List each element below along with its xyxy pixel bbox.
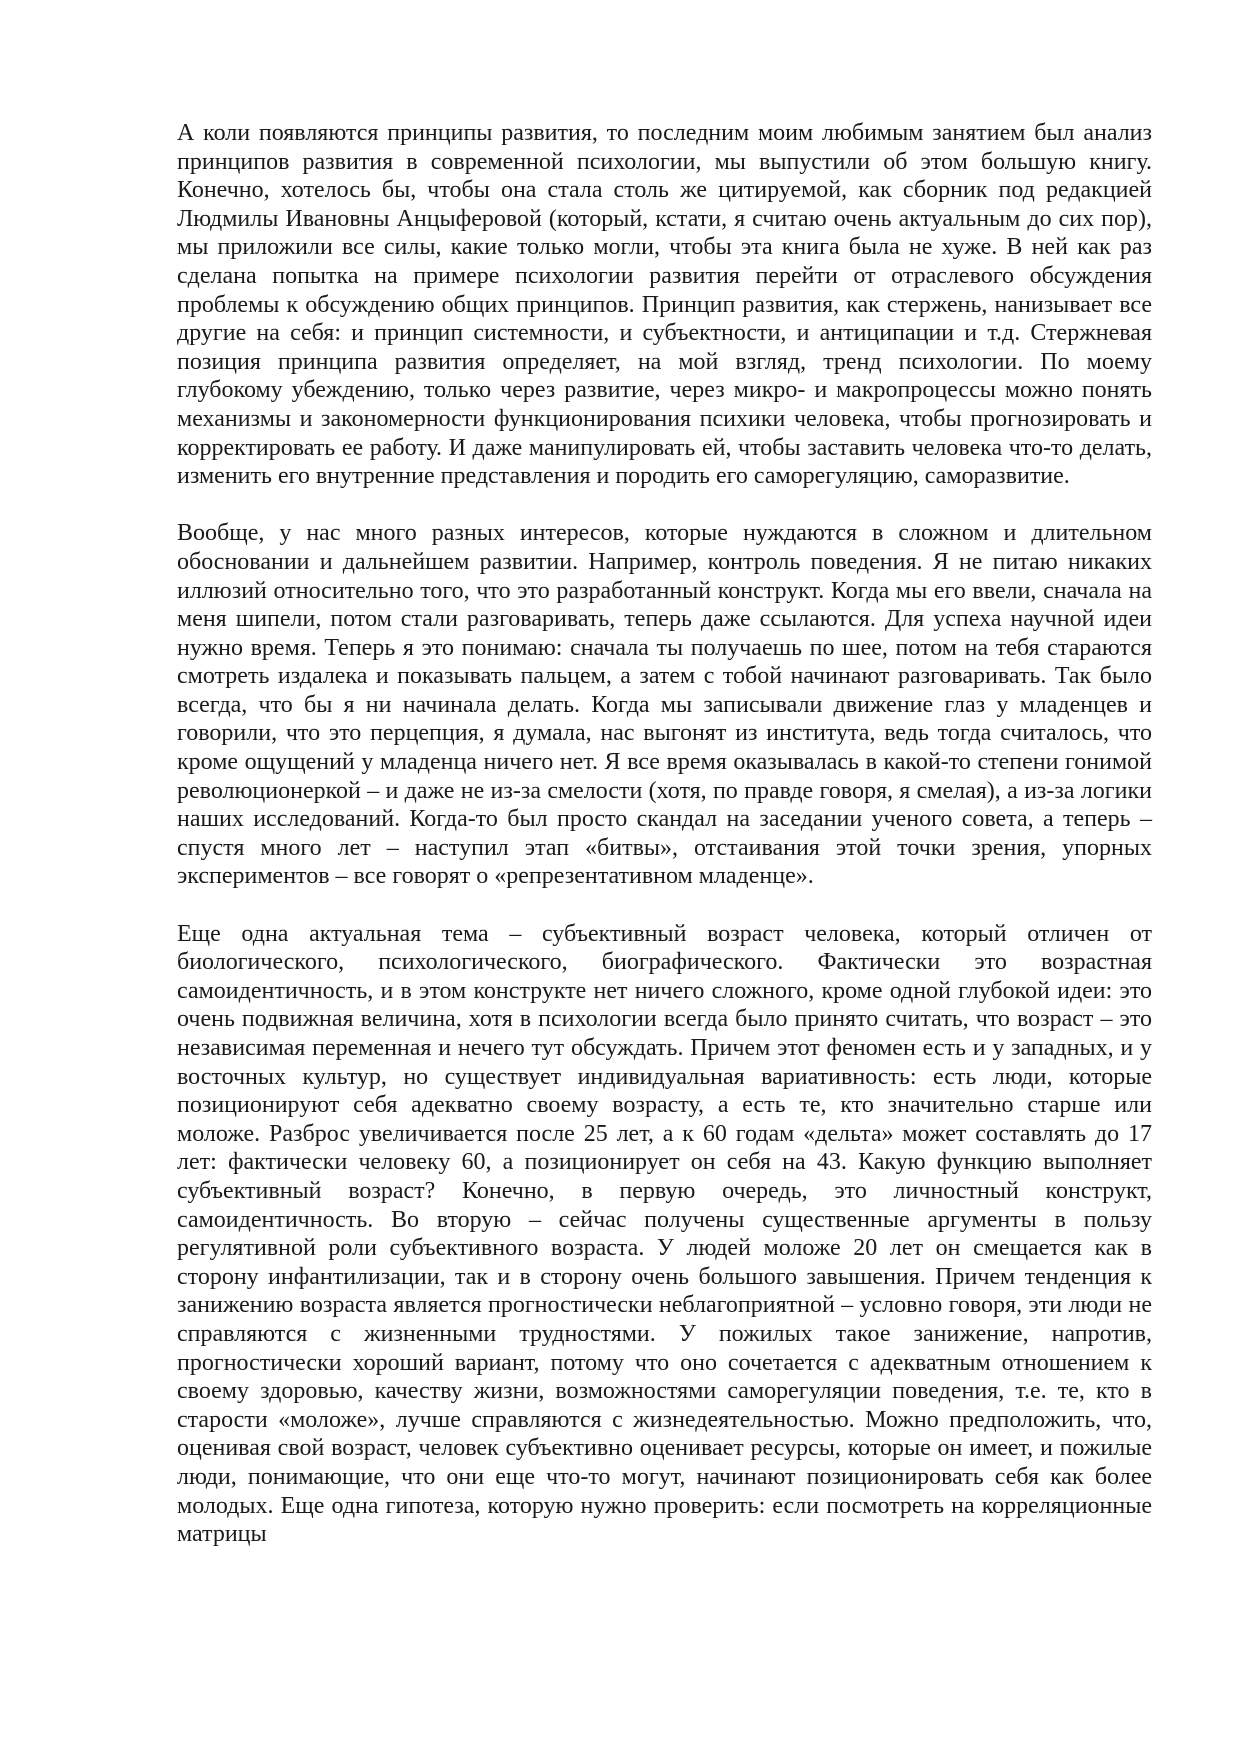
paragraph-subjective-age: Еще одна актуальная тема – субъективный возраст человека, который отличен от биологического, психологического, биографического. Фактически это возрастная самоидентичность, и в этом конструкте нет ничего сложного, кроме одной глубокой идеи: это очень подвижная величина, хотя в психологии всегда было принято считать, что возраст – это независимая переменная и нечего тут обсуждать. Причем этот феномен есть и у западных, и у восточных культур, но существует индивидуальная вариативность: есть люди, которые позиционируют себя адекватно своему возрасту, а есть те, кто значительно старше или моложе. Разброс увеличивается после 25 лет, а к 60 годам «дельта» может составлять до 17 лет: фактически человеку 60, а позиционирует он себя на 43. Какую функцию выполняет субъективный возраст? Конечно, в первую очередь, это личностный конструкт, самоидентичность. Во вторую – сейчас получены существенные аргументы в пользу регулятивной роли субъективного возраста. У людей моложе 20 лет он смещается как в сторону инфантилизации, так и в сторону очень большого завышения. Причем тенденция к занижению возраста является прогностически неблагоприятной – условно говоря, эти люди не справляются с жизненными трудностями. У пожилых такое занижение, напротив, прогностически хороший вариант, потому что оно сочетается с адекватным отношением к своему здоровью, качеству жизни, возможностями саморегуляции поведения, т.е. те, кто в старости «моложе», лучше справляются с жизнедеятельностью. Можно предположить, что, оценивая свой возраст, человек субъективно оценивает ресурсы, которые он имеет, и пожилые люди, понимающие, что они еще что-то могут, начинают позиционировать себя как более молодых. Еще одна гипотеза, которую нужно проверить: если посмотреть на корреляционные матрицы: [177, 920, 1152, 1548]
body-text: [177, 119, 1152, 1549]
paragraph-development-principles: А коли появляются принципы развития, то последним моим любимым занятием был анализ принципов развития в современной психологии, мы выпустили об этом большую книгу. Конечно, хотелось бы, чтобы она стала столь же цитируемой, как сборник под редакцией Людмилы Ивановны Анцыферовой (который, кстати, я считаю очень актуальным до сих пор), мы приложили все силы, какие только могли, чтобы эта книга была не хуже. В ней как раз сделана попытка на примере психологии развития перейти от отраслевого обсуждения проблемы к обсуждению общих принципов. Принцип развития, как стержень, нанизывает все другие на себя: и принцип системности, и субъектности, и антиципации и т.д. Стержневая позиция принципа развития определяет, на мой взгляд, тренд психологии. По моему глубокому убеждению, только через развитие, через микро- и макропроцессы можно понять механизмы и закономерности функционирования психики человека, чтобы прогнозировать и корректировать ее работу. И даже манипулировать ей, чтобы заставить человека что-то делать, изменить его внутренние представления и породить его саморегуляцию, саморазвитие.: [177, 120, 1152, 490]
paragraph-behavior-control: Вообще, у нас много разных интересов, которые нуждаются в сложном и длительном обосновании и дальнейшем развитии. Например, контроль поведения. Я не питаю никаких иллюзий относительно того, что это разработанный конструкт. Когда мы его ввели, сначала на меня шипели, потом стали разговаривать, теперь даже ссылаются. Для успеха научной идеи нужно время. Теперь я это понимаю: сначала ты получаешь по шее, потом на тебя стараются смотреть издалека и показывать пальцем, а затем с тобой начинают разговаривать. Так было всегда, что бы я ни начинала делать. Когда мы записывали движение глаз у младенцев и говорили, что это перцепция, я думала, нас выгонят из института, ведь тогда считалось, что кроме ощущений у младенца ничего нет. Я все время оказывалась в какой-то степени гонимой революционеркой – и даже не из-за смелости (хотя, по правде говоря, я смелая), а из-за логики наших исследований. Когда-то был просто скандал на заседании ученого совета, а теперь – спустя много лет – наступил этап «битвы», отстаивания этой точки зрения, упорных экспериментов – все говорят о «репрезентативном младенце».: [177, 520, 1152, 890]
